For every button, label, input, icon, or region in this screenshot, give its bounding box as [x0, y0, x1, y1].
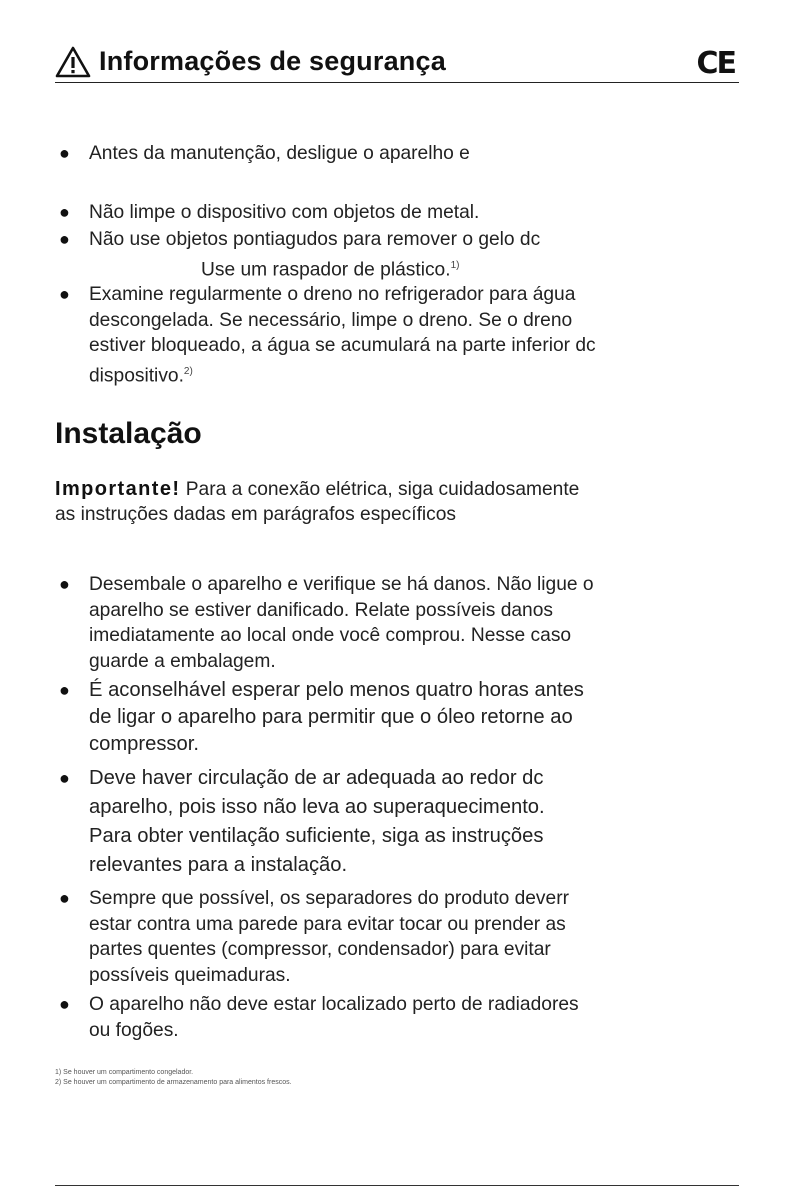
item-line: ou fogões.: [89, 1019, 179, 1041]
bullet-icon: ●: [59, 201, 70, 222]
item-line: Desembale o aparelho e verifique se há danos. Não ligue o: [89, 574, 594, 595]
item-line-wrap: [89, 253, 745, 283]
item-line-wrap: [89, 359, 745, 389]
item-line: Deve haver circulação de ar adequada ao redor dc: [89, 767, 544, 789]
important-line: [55, 477, 755, 502]
list-item: [55, 141, 745, 167]
important-note: [55, 477, 755, 527]
item-line: O aparelho não deve estar localizado perto de radiadores: [89, 994, 579, 1015]
item-line: É aconselhável esperar pelo menos quatro horas antes: [89, 679, 584, 701]
item-line: estar contra uma parede para evitar tocar ou prender as: [89, 913, 566, 935]
page-title: Informações de segurança: [99, 46, 446, 76]
ce-mark-icon: CE: [696, 46, 735, 81]
page-divider: [55, 1185, 739, 1186]
item-line: Sempre que possível, os separadores do produto deverr: [89, 888, 569, 909]
item-line: Examine regularmente o dreno no refrigerador para água: [89, 284, 576, 306]
bullet-icon: ●: [59, 574, 70, 594]
item-line: guarde a embalagem.: [89, 650, 276, 672]
bullet-icon: ●: [59, 284, 70, 305]
item-line: descongelada. Se necessário, limpe o dreno. Se o dreno: [89, 309, 573, 331]
item-line: possíveis queimaduras.: [89, 964, 291, 986]
list-item: [55, 764, 745, 880]
important-line: as instruções dadas em parágrafos específicos: [55, 504, 457, 525]
item-line: de ligar o aparelho para permitir que o óleo retorne ao: [89, 706, 573, 728]
item-line: Use um raspador de plástico.: [201, 258, 451, 280]
list-item: [55, 677, 745, 758]
item-line: Não use objetos pontiagudos para remover o gelo dc: [89, 229, 541, 250]
important-text: Para a conexão elétrica, siga cuidadosamente: [180, 479, 580, 500]
item-line: Para obter ventilação suficiente, siga as instruções: [89, 825, 544, 847]
item-line: aparelho se estiver danificado. Relate possíveis danos: [89, 599, 553, 621]
item-line: compressor.: [89, 733, 199, 755]
section-header: [55, 46, 739, 83]
item-line: aparelho, pois isso não leva ao superaquecimento.: [89, 796, 545, 818]
footnote: 2) Se houver um compartimento de armazenamento para alimentos frescos.: [55, 1079, 292, 1086]
item-line: Antes da manutenção, desligue o aparelho e: [89, 143, 470, 164]
item-line: partes quentes (compressor, condensador) para evitar: [89, 939, 551, 960]
safety-list: [55, 141, 745, 389]
section-title-installation: Instalação: [55, 417, 202, 450]
list-item: [55, 200, 745, 226]
list-item: [55, 227, 745, 282]
footnote-ref: 1): [450, 259, 460, 271]
footnotes: [55, 1068, 292, 1088]
important-label: Importante!: [55, 478, 181, 500]
list-item: [55, 282, 745, 388]
list-item: [55, 572, 745, 674]
item-line: relevantes para a instalação.: [89, 854, 348, 876]
bullet-icon: ●: [59, 680, 70, 700]
item-line: estiver bloqueado, a água se acumulará na parte inferior dc: [89, 335, 596, 357]
footnote: 1) Se houver um compartimento congelador.: [55, 1069, 194, 1076]
bullet-icon: ●: [59, 888, 70, 908]
item-line: dispositivo.: [89, 365, 184, 387]
bullet-icon: ●: [59, 994, 70, 1014]
bullet-icon: ●: [59, 143, 70, 163]
item-line: Não limpe o dispositivo com objetos de metal.: [89, 201, 480, 223]
warning-triangle-icon: [55, 46, 91, 78]
footnote-ref: 2): [183, 365, 193, 377]
list-item: [55, 886, 745, 988]
bullet-icon: ●: [59, 229, 70, 249]
item-line: imediatamente ao local onde você comprou. Nesse caso: [89, 625, 572, 646]
bullet-icon: ●: [59, 768, 70, 788]
installation-list: [55, 572, 745, 1043]
list-item: [55, 992, 745, 1043]
